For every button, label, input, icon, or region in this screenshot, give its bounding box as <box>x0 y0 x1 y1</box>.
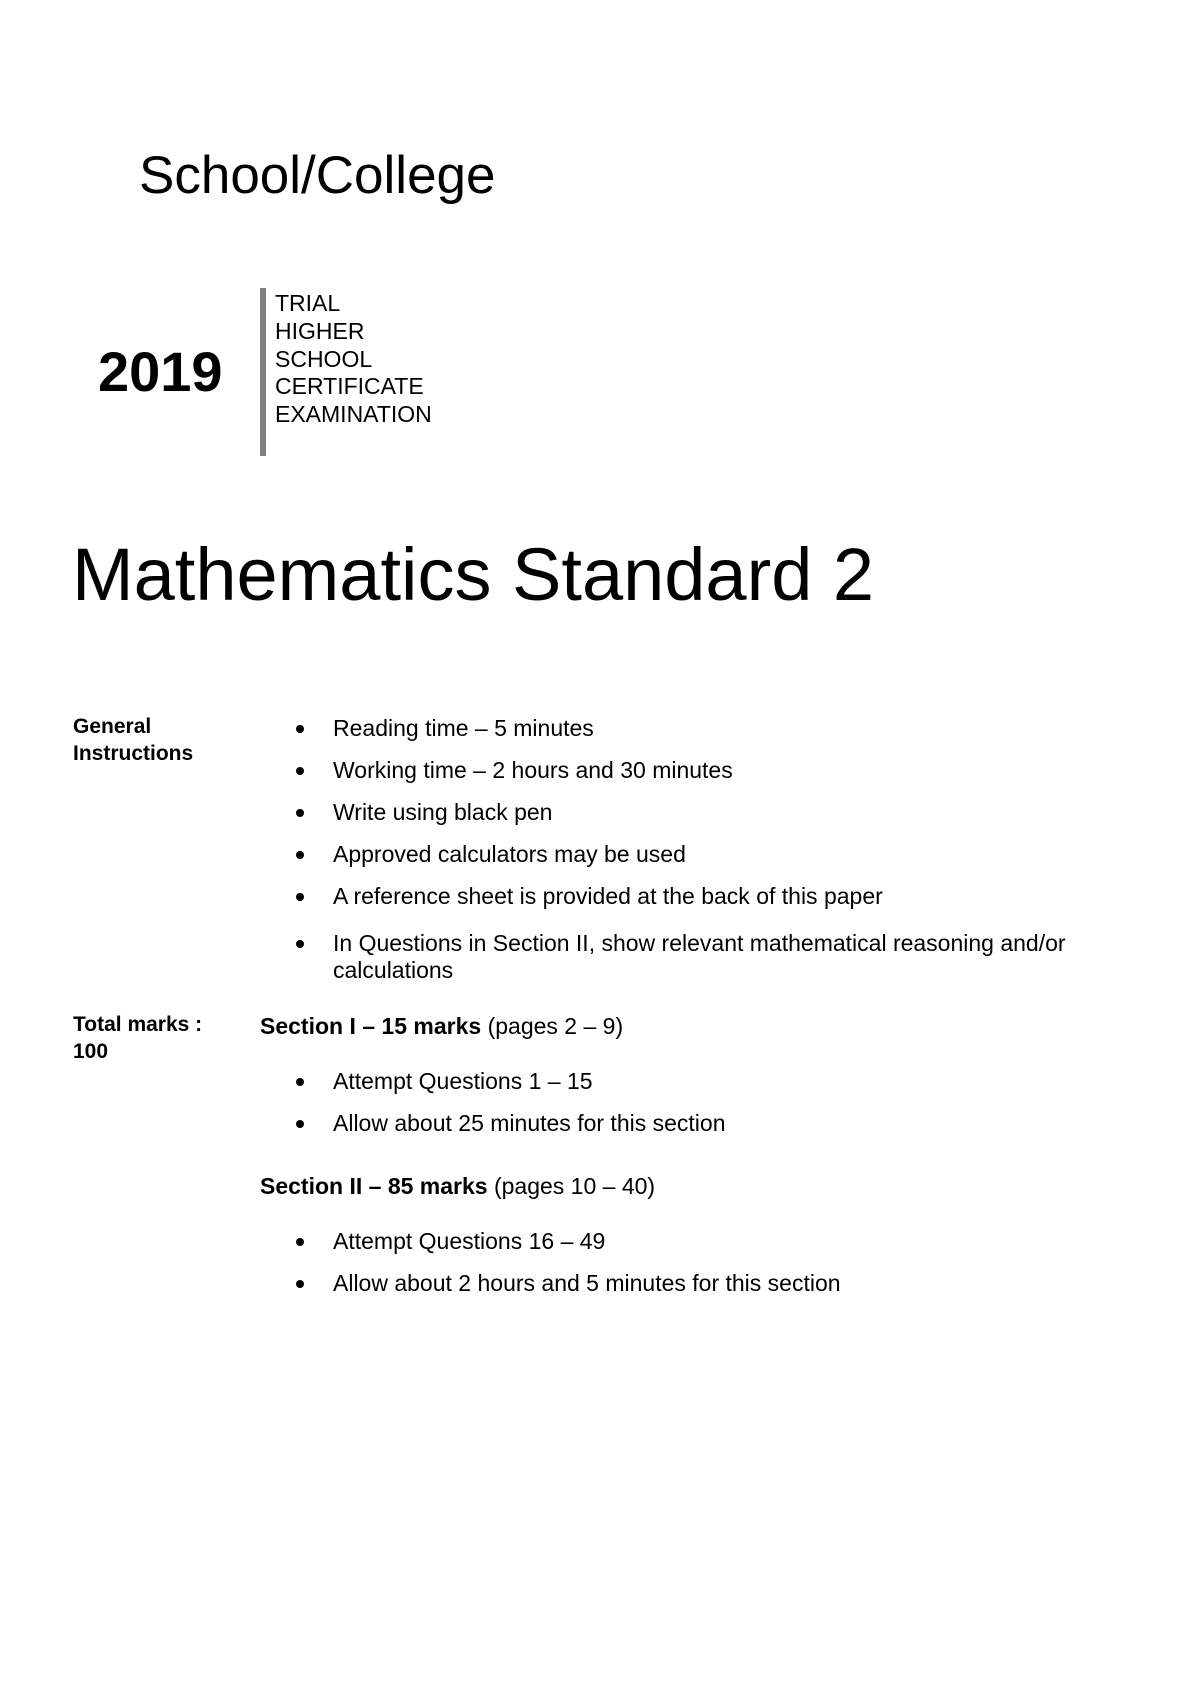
exam-title-divider <box>260 288 266 456</box>
list-item <box>296 1110 725 1137</box>
exam-title-line: TRIAL <box>275 290 341 316</box>
list-item-text: Allow about 2 hours and 5 minutes for this section <box>333 1270 841 1296</box>
bullet-icon <box>296 940 304 948</box>
list-item <box>296 841 1073 883</box>
section-pages: (pages 10 – 40) <box>493 1173 656 1199</box>
exam-title-line: SCHOOL <box>275 345 373 372</box>
list-item <box>296 799 1073 841</box>
school-name: School/College <box>139 146 496 205</box>
section-2-list <box>296 1228 841 1297</box>
exam-title-line: CERTIFICATE <box>275 373 424 400</box>
general-instructions-label <box>73 713 193 767</box>
list-item <box>296 715 1073 757</box>
list-item-text: A reference sheet is provided at the back of this paper <box>333 883 883 909</box>
list-item-text: Attempt Questions 1 – 15 <box>333 1068 593 1094</box>
label-line: 100 <box>73 1040 109 1063</box>
list-item <box>296 1068 725 1110</box>
label-line: Instructions <box>73 742 194 765</box>
label-line: Total marks : <box>73 1013 203 1036</box>
section-pages: (pages 2 – 9) <box>487 1013 624 1039</box>
list-item <box>296 1228 841 1270</box>
bullet-icon <box>296 851 304 859</box>
list-item <box>296 757 1073 799</box>
bullet-icon <box>296 1238 304 1246</box>
section-heading-bold: Section I – 15 marks <box>260 1013 482 1039</box>
list-item-text: Attempt Questions 16 – 49 <box>333 1228 606 1254</box>
section-heading-bold: Section II – 85 marks <box>260 1173 488 1199</box>
list-item-text: Write using black pen <box>333 799 553 825</box>
exam-title-line: EXAMINATION <box>275 401 432 428</box>
bullet-icon <box>296 809 304 817</box>
exam-title-line: HIGHER <box>275 317 365 344</box>
list-item-text: Approved calculators may be used <box>333 841 686 867</box>
bullet-icon <box>296 1280 304 1288</box>
bullet-icon <box>296 1120 304 1128</box>
list-item-text: Allow about 25 minutes for this section <box>333 1110 726 1136</box>
bullet-icon <box>296 767 304 775</box>
section-1-list <box>296 1068 725 1137</box>
list-item-text: In Questions in Section II, show relevant mathematical reasoning and/or calculations <box>333 930 1066 983</box>
section-1-heading <box>260 1013 623 1040</box>
list-item <box>296 1270 841 1297</box>
bullet-icon <box>296 893 304 901</box>
general-instructions-list <box>296 715 1073 984</box>
total-marks-label <box>73 1011 202 1065</box>
list-item <box>296 930 1073 984</box>
section-2-heading <box>260 1173 655 1200</box>
exam-title-block <box>275 290 432 429</box>
subject-title: Mathematics Standard 2 <box>72 533 875 616</box>
label-line: General <box>73 715 152 738</box>
exam-year: 2019 <box>98 340 223 403</box>
bullet-icon <box>296 1078 304 1086</box>
bullet-icon <box>296 725 304 733</box>
list-item <box>296 883 1073 930</box>
list-item-text: Working time – 2 hours and 30 minutes <box>333 757 733 783</box>
list-item-text: Reading time – 5 minutes <box>333 715 594 741</box>
